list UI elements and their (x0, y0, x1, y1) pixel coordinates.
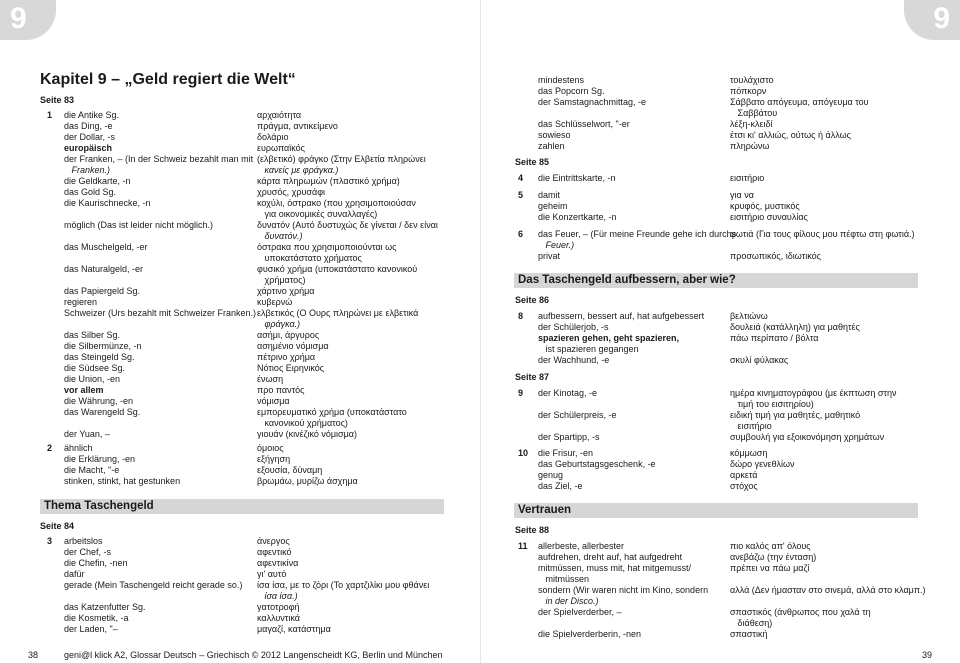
greek-translation: εμπορευματικό χρήμα (υποκατάστατο (257, 407, 407, 417)
greek-translation: εισιτήριο συναυλίας (730, 212, 808, 222)
german-term: das Ziel, -e (538, 481, 583, 491)
german-term: der Kinotag, -e (538, 388, 598, 398)
greek-translation: εξουσία, δύναμη (257, 465, 323, 475)
german-term: der Franken, – (In der Schweiz bezahlt man mit (64, 154, 254, 164)
german-term: das Katzenfutter Sg. (64, 602, 146, 612)
german-term: sondern (Wir waren nicht im Kino, sondern (538, 585, 709, 595)
german-term: mitmüssen (538, 574, 590, 584)
german-term: dafür (64, 569, 85, 579)
german-term: in der Disco.) (538, 596, 599, 606)
german-term: privat (538, 251, 561, 261)
german-term: das Schlüsselwort, "-er (538, 119, 630, 129)
greek-translation: μαγαζί, κατάστημα (257, 624, 331, 634)
greek-translation: διάθεση) (730, 618, 773, 628)
page-gutter (480, 0, 481, 663)
greek-translation: δυνατόν (Αυτό δυστυχώς δε γίνεται / δεν είναι (257, 220, 438, 230)
greek-translation: ίσα ίσα, με το ζόρι (Το χαρτζιλίκι μου φθάνει (257, 580, 430, 590)
german-term: die Kaurischnecke, -n (64, 198, 151, 208)
german-term: die Silbermünze, -n (64, 341, 142, 351)
greek-translation: βελτιώνω (730, 311, 768, 321)
greek-translation: ειδική τιμή για μαθητές, μαθητικό (730, 410, 861, 420)
german-term: die Frisur, -en (538, 448, 594, 458)
german-term: die Währung, -en (64, 396, 134, 406)
german-term: möglich (Das ist leider nicht möglich.) (64, 220, 214, 230)
greek-translation: χρυσός, χρυσάφι (257, 187, 326, 197)
greek-translation: πληρώνω (730, 141, 770, 151)
greek-translation: όστρακα που χρησιμοποιούνται ως (257, 242, 397, 252)
greek-translation: κοχύλι, όστρακο (που χρησιμοποιούσαν (257, 198, 416, 208)
greek-translation: βρωμάω, μυρίζω άσχημα (257, 476, 358, 486)
german-term: die Spielverderberin, -nen (538, 629, 642, 639)
exercise-number: 4 (518, 173, 524, 183)
german-term: der Wachhund, -e (538, 355, 610, 365)
greek-translation: αρκετά (730, 470, 758, 480)
greek-translation: στόχος (730, 481, 758, 491)
german-term: das Ding, -e (64, 121, 113, 131)
greek-translation: σπαστικός (άνθρωπος που χαλά τη (730, 607, 871, 617)
german-term: regieren (64, 297, 98, 307)
greek-translation: κανονικού χρήματος) (257, 418, 348, 428)
greek-translation: χάρτινο χρήμα (257, 286, 315, 296)
greek-translation: ευρωπαϊκός (257, 143, 305, 153)
greek-translation: δολάριο (257, 132, 289, 142)
greek-translation: ελβετικός (Ο Ουρς πληρώνει με ελβετικά (257, 308, 419, 318)
greek-translation: κάρτα πληρωμών (πλαστικό χρήμα) (257, 176, 400, 186)
greek-translation: δυνατόν.) (257, 231, 303, 241)
greek-translation: κανείς με φράγκα.) (257, 165, 339, 175)
greek-translation: έτσι κι' αλλιώς, ούτως ή άλλως (730, 130, 851, 140)
german-term: geheim (538, 201, 568, 211)
german-term: die Erklärung, -en (64, 454, 136, 464)
german-term: das Gold Sg. (64, 187, 117, 197)
exercise-number: 2 (47, 443, 53, 453)
german-term: das Muschelgeld, -er (64, 242, 148, 252)
section-label: Seite 83 (40, 95, 75, 105)
german-term: die Eintrittskarte, -n (538, 173, 616, 183)
exercise-number: 9 (518, 388, 524, 398)
german-term: der Spartipp, -s (538, 432, 600, 442)
greek-translation: Νότιος Ειρηνικός (257, 363, 325, 373)
german-term: der Samstagnachmittag, -e (538, 97, 647, 107)
greek-translation: Σαββάτου (730, 108, 778, 118)
german-term: zahlen (538, 141, 565, 151)
german-term: mitmüssen, muss mit, hat mitgemusst/ (538, 563, 692, 573)
german-term: der Laden, "– (64, 624, 118, 634)
exercise-number: 11 (518, 541, 528, 551)
greek-translation: αρχαιότητα (257, 110, 302, 120)
german-term: der Yuan, – (64, 429, 110, 439)
german-term: das Silber Sg. (64, 330, 121, 340)
greek-translation: υποκατάστατο χρήματος (257, 253, 362, 263)
german-term: stinken, stinkt, hat gestunken (64, 476, 181, 486)
greek-translation: νόμισμα (257, 396, 290, 406)
german-term: die Antike Sg. (64, 110, 120, 120)
greek-translation: αλλά (Δεν ήμασταν στο σινεμά, αλλά στο κλαμπ.) (730, 585, 926, 595)
greek-translation: ασημένιο νόμισμα (257, 341, 329, 351)
greek-translation: ένωση (257, 374, 284, 384)
section-label: Seite 86 (515, 295, 550, 305)
german-term: europäisch (64, 143, 113, 153)
german-term: der Schülerpreis, -e (538, 410, 617, 420)
german-term: gerade (Mein Taschengeld reicht gerade so.) (64, 580, 243, 590)
greek-translation: πράγμα, αντικείμενο (257, 121, 338, 131)
german-term: allerbeste, allerbester (538, 541, 625, 551)
greek-translation: ανεβάζω (την ένταση) (730, 552, 817, 562)
german-term: die Konzertkarte, -n (538, 212, 617, 222)
german-term: ähnlich (64, 443, 93, 453)
german-term: damit (538, 190, 561, 200)
greek-translation: δουλειά (κατάλληλη) για μαθητές (730, 322, 860, 332)
greek-translation: ασήμι, άργυρος (257, 330, 320, 340)
greek-translation: κρυφός, μυστικός (730, 201, 800, 211)
german-term: das Feuer, – (Für meine Freunde gehe ich durchs (538, 229, 737, 239)
exercise-number: 3 (47, 536, 53, 546)
german-term: aufbessern, bessert auf, hat aufgebessert (538, 311, 705, 321)
greek-translation: πόπκορν (730, 86, 767, 96)
page-number-right: 39 (922, 650, 933, 660)
greek-translation: κυβερνώ (257, 297, 293, 307)
page-number-left: 38 (28, 650, 39, 660)
german-term: die Macht, "-e (64, 465, 120, 475)
greek-translation: ίσα ίσα.) (257, 591, 298, 601)
section-label: Seite 85 (515, 157, 550, 167)
greek-translation: γατοτροφή (257, 602, 300, 612)
german-term: genug (538, 470, 564, 480)
greek-translation: γι' αυτό (257, 569, 287, 579)
german-term: der Schülerjob, -s (538, 322, 609, 332)
greek-translation: φυσικό χρήμα (υποκατάστατο κανονικού (257, 264, 418, 274)
greek-translation: εισιτήριο (730, 421, 772, 431)
greek-translation: σπαστική (730, 629, 768, 639)
greek-translation: άνεργος (257, 536, 290, 546)
greek-translation: φωτιά (Για τους φίλους μου πέφτω στη φωτιά.) (730, 229, 915, 239)
german-term: ist spazieren gegangen (538, 344, 639, 354)
german-term: der Chef, -s (64, 547, 112, 557)
greek-translation: πάω περίπατο / βόλτα (730, 333, 819, 343)
german-term: die Geldkarte, -n (64, 176, 131, 186)
german-term: das Popcorn Sg. (538, 86, 605, 96)
german-term: der Spielverderber, – (538, 607, 622, 617)
greek-translation: προσωπικός, ιδιωτικός (730, 251, 821, 261)
exercise-number: 5 (518, 190, 524, 200)
german-term: Schweizer (Urs bezahlt mit Schweizer Franken.) (64, 308, 257, 318)
german-term: sowieso (538, 130, 571, 140)
german-term: die Union, -en (64, 374, 121, 384)
german-term: das Geburtstagsgeschenk, -e (538, 459, 656, 469)
greek-translation: σκυλί φύλακας (730, 355, 789, 365)
german-term: mindestens (538, 75, 585, 85)
greek-translation: γιουάν (κινέζικό νόμισμα) (257, 429, 357, 439)
greek-translation: πέτρινο χρήμα (257, 352, 316, 362)
greek-translation: καλλυντικά (257, 613, 300, 623)
greek-translation: λέξη-κλειδί (730, 119, 773, 129)
section-label: Seite 87 (515, 372, 550, 382)
greek-translation: πιο καλός απ' όλους (730, 541, 811, 551)
greek-translation: δώρο γενεθλίων (730, 459, 795, 469)
greek-translation: εξήγηση (257, 454, 291, 464)
german-term: die Chefin, -nen (64, 558, 128, 568)
greek-translation: προ παντός (257, 385, 305, 395)
greek-translation: για να (730, 190, 754, 200)
greek-translation: για οικονομικές συναλλαγές) (257, 209, 378, 219)
german-term: Feuer.) (538, 240, 575, 250)
german-term: arbeitslos (64, 536, 103, 546)
exercise-number: 6 (518, 229, 524, 239)
german-term: vor allem (64, 385, 104, 395)
topic-heading: Vertrauen (514, 503, 918, 518)
german-term: das Steingeld Sg. (64, 352, 135, 362)
greek-translation: αφεντικό (257, 547, 292, 557)
greek-translation: πρέπει να πάω μαζί (730, 563, 810, 573)
greek-translation: (ελβετικό) φράγκο (Στην Ελβετία πληρώνει (257, 154, 426, 164)
greek-translation: εισιτήριο (730, 173, 765, 183)
chapter-number-right: 9 (933, 2, 950, 35)
greek-translation: αφεντικίνα (257, 558, 299, 568)
exercise-number: 8 (518, 311, 524, 321)
chapter-corner-right (904, 0, 960, 40)
german-term: das Naturalgeld, -er (64, 264, 144, 274)
german-term: der Dollar, -s (64, 132, 116, 142)
exercise-number: 10 (518, 448, 529, 458)
german-term: Franken.) (64, 165, 111, 175)
greek-translation: όμοιος (257, 443, 284, 453)
greek-translation: φράγκα.) (257, 319, 301, 329)
german-term: das Papiergeld Sg. (64, 286, 141, 296)
german-term: aufdrehen, dreht auf, hat aufgedreht (538, 552, 683, 562)
chapter-corner-left (0, 0, 56, 40)
german-term: die Südsee Sg. (64, 363, 126, 373)
german-term: das Warengeld Sg. (64, 407, 141, 417)
topic-heading: Das Taschengeld aufbessern, aber wie? (514, 273, 918, 288)
greek-translation: συμβουλή για εξοικονόμηση χρημάτων (730, 432, 885, 442)
greek-translation: τιμή του εισιτηρίου) (730, 399, 814, 409)
section-label: Seite 88 (515, 525, 550, 535)
greek-translation: κόμμωση (730, 448, 768, 458)
greek-translation: τουλάχιστο (730, 75, 774, 85)
topic-heading: Thema Taschengeld (40, 499, 444, 514)
greek-translation: χρήματος) (257, 275, 306, 285)
german-term: die Kosmetik, -a (64, 613, 129, 623)
chapter-title: Kapitel 9 – „Geld regiert die Welt“ (40, 71, 296, 88)
greek-translation: Σάββατο απόγευμα, απόγευμα του (730, 97, 869, 107)
chapter-number-left: 9 (10, 2, 27, 35)
german-term: spazieren gehen, geht spazieren, (538, 333, 680, 343)
exercise-number: 1 (47, 110, 53, 120)
footer-copyright: geni@l klick A2, Glossar Deutsch – Griechisch © 2012 Langenscheidt KG, Berlin und München (64, 650, 443, 660)
section-label: Seite 84 (40, 521, 75, 531)
greek-translation: ημέρα κινηματογράφου (με έκπτωση στην (730, 388, 897, 398)
